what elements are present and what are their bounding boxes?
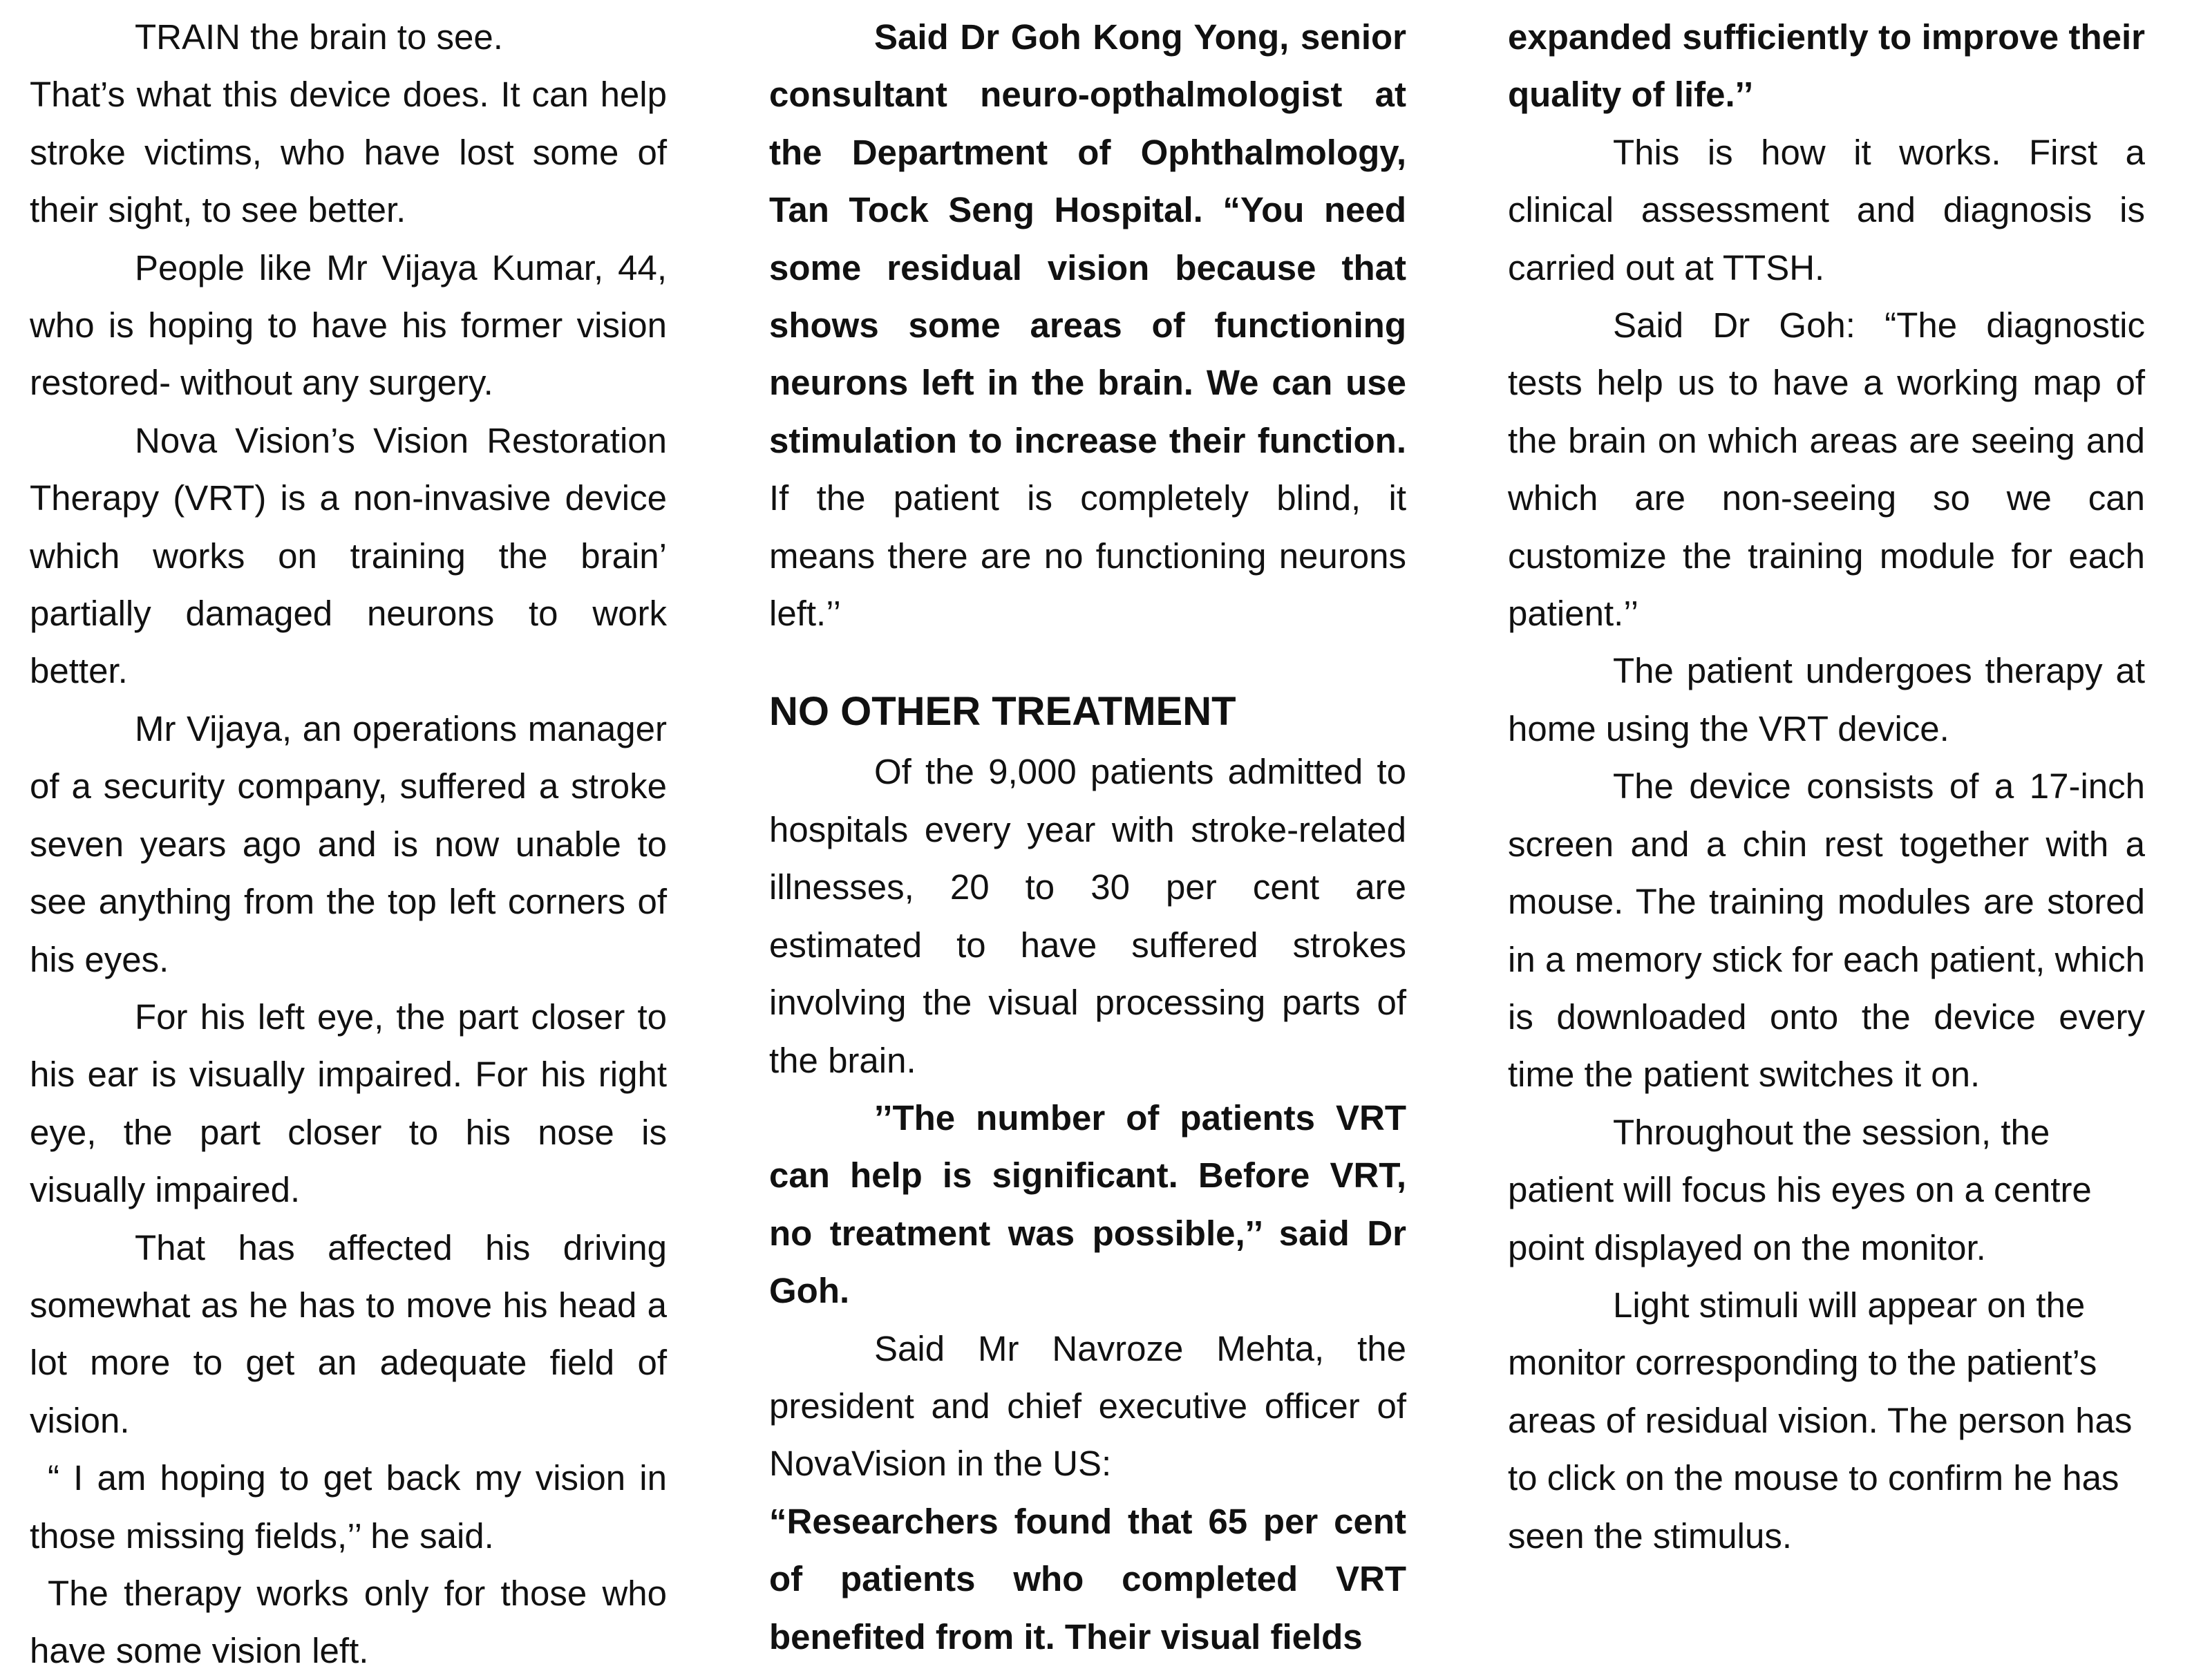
paragraph-number-of-patients: ’’The number of patients VRT can help is significant. Before VRT, no treatment was possible,’’ said Dr Goh.	[769, 1097, 1406, 1311]
paragraph-navroze-mehta: Said Mr Navroze Mehta, the president and chief executive officer of NovaVision in the US:	[769, 1328, 1406, 1484]
paragraph-diagnostic-tests: Said Dr Goh: “The diagnostic tests help us to have a working map of the brain on which areas are seeing and which are non-seeing so we can customize the training module for each patient.’’	[1508, 305, 2145, 634]
article-column-1	[30, 8, 667, 1680]
paragraph-vrt-description: Nova Vision’s Vision Restoration Therapy (VRT) is a non-invasive device which works on training the brain’ partially damaged neurons to work better.	[30, 420, 667, 691]
paragraph-light-stimuli: Light stimuli will appear on the monitor corresponding to the patient’s areas of residual vision. The person has to click on the mouse to confirm he has seen the stimulus.	[1508, 1285, 2133, 1556]
paragraph-dr-goh-quote	[769, 8, 1406, 642]
article-column-3	[1508, 8, 2145, 1565]
paragraph-device-purpose: That’s what this device does. It can help stroke victims, who have lost some of their sight, to see better.	[30, 75, 667, 230]
paragraph-session-focus: Throughout the session, the patient will focus his eyes on a centre point displayed on the monitor.	[1508, 1112, 2092, 1267]
paragraph-device-consists: The device consists of a 17-inch screen and a chin rest together with a mouse. The training modules are stored in a memory stick for each patient, which is downloaded onto the device every time the patient switches it on.	[1508, 766, 2145, 1095]
paragraph-how-it-works: This is how it works. First a clinical assessment and diagnosis is carried out at TTSH.	[1508, 132, 2145, 287]
paragraph-eye-impairment: For his left eye, the part closer to his ear is visually impaired. For his right eye, the part closer to his nose is visually impaired.	[30, 997, 667, 1210]
paragraph-researchers-found: “Researchers found that 65 per cent of patients who completed VRT benefited from it. Their visual fields	[769, 1501, 1406, 1657]
paragraph-vijaya-stroke: Mr Vijaya, an operations manager of a security company, suffered a stroke seven years ago and is now unable to see anything from the top left corners of his eyes.	[30, 708, 667, 979]
paragraph-quote-hoping: “ I am hoping to get back my vision in those missing fields,’’ he said.	[30, 1458, 667, 1556]
paragraph-therapy-works: The therapy works only for those who have some vision left.	[30, 1573, 667, 1671]
paragraph-quality-of-life: expanded sufficiently to improve their quality of life.’’	[1508, 17, 2145, 115]
paragraph-vijaya-kumar: People like Mr Vijaya Kumar, 44, who is hoping to have his former vision restored- without any surgery.	[30, 247, 667, 403]
dr-goh-quote-bold: Said Dr Goh Kong Yong, senior consultant neuro-opthalmologist at the Department of Ophthalmology, Tan Tock Seng Hospital. “You need some residual vision because that shows some areas of functioning neurons left in the brain. We can use stimulation to increase their function.	[769, 17, 1406, 460]
paragraph-therapy-at-home: The patient undergoes therapy at home using the VRT device.	[1508, 651, 2145, 748]
paragraph-driving: That has affected his driving somewhat as he has to move his head a lot more to get an adequate field of vision.	[30, 1227, 667, 1440]
paragraph-intro: TRAIN the brain to see.	[135, 17, 503, 57]
section-heading: NO OTHER TREATMENT	[769, 689, 1236, 735]
dr-goh-quote-regular: If the patient is completely blind, it means there are no functioning neurons left.’’	[769, 478, 1406, 634]
article-column-2	[769, 8, 1406, 1665]
paragraph-patients-admitted: Of the 9,000 patients admitted to hospitals every year with stroke-related illnesses, 20 to 30 per cent are estimated to have suffered strokes involving the visual processing parts of the brain.	[769, 752, 1406, 1080]
